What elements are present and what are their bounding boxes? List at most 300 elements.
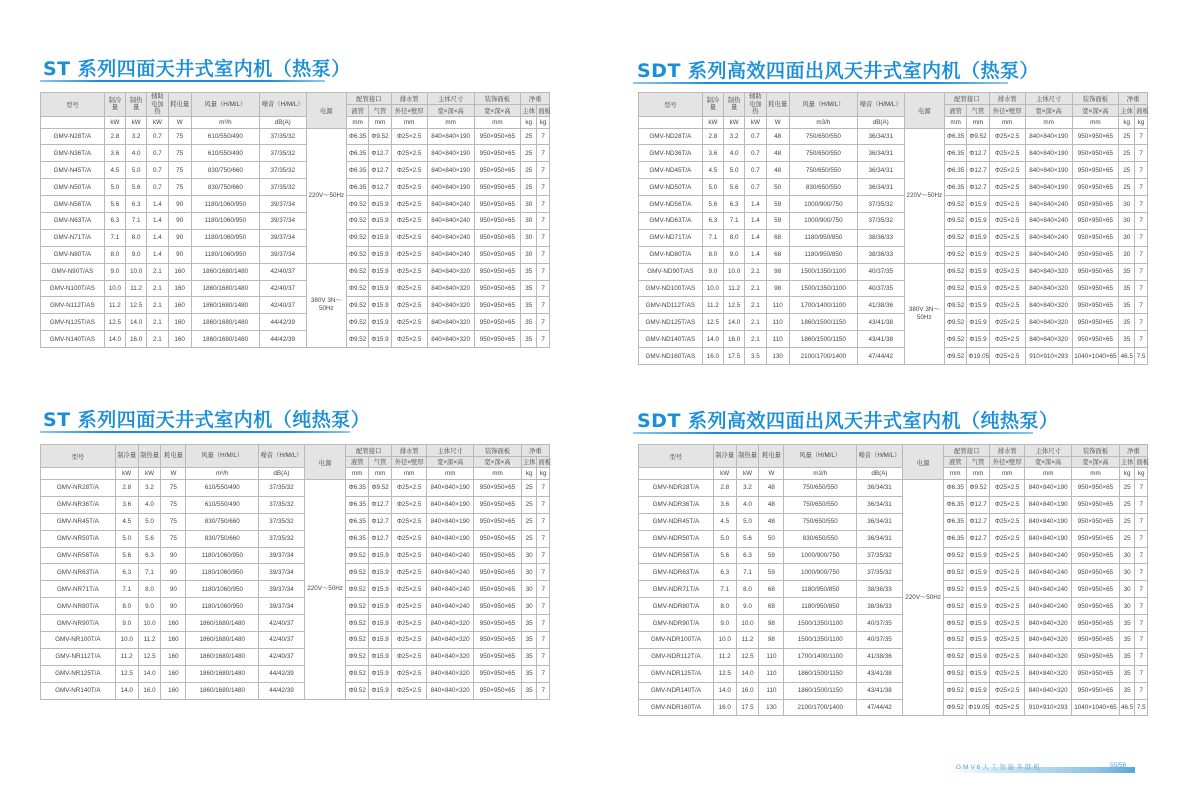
table-cell: 43/41/38: [857, 314, 904, 331]
table-cell: Φ9.52: [945, 246, 967, 263]
table-cell: 30: [521, 564, 537, 581]
unit-blank: [639, 116, 703, 128]
table-cell: 8.0: [115, 598, 138, 615]
table-cell: 750/650/550: [789, 145, 857, 162]
header-cooling: 制冷量: [713, 445, 736, 468]
table-cell: Φ9.52: [944, 632, 967, 649]
section-title-st-heatpump: ST 系列四面天井式室内机（热泵）: [43, 58, 351, 80]
table-cell: Φ25×2.5: [990, 496, 1025, 513]
unit-kw: kW: [138, 468, 161, 480]
table-cell: 610/550/490: [186, 480, 259, 497]
header-heating: 制热量: [126, 93, 147, 117]
unit-mm: mm: [347, 116, 369, 128]
table-cell: Φ15.9: [369, 598, 392, 615]
table-cell: 35: [1119, 297, 1135, 314]
table-cell: 90: [161, 598, 186, 615]
table-cell: 7.1: [104, 229, 125, 246]
table-row: [41, 665, 550, 682]
table-cell: 1500/1350/1100: [789, 263, 857, 280]
table-cell: GMV-NDR63T/A: [639, 564, 714, 581]
table-cell: 7: [537, 162, 550, 179]
table-cell: 950×950×65: [474, 530, 522, 547]
table-cell: Φ12.7: [967, 145, 989, 162]
table-cell: 840×840×240: [427, 564, 474, 581]
power-supply-cell: 380V 3N～50Hz: [904, 263, 944, 364]
table-cell: 0.7: [147, 162, 168, 179]
table-cell: Φ9.52: [944, 682, 967, 699]
table-cell: Φ25×2.5: [990, 665, 1025, 682]
table-cell: 7: [537, 632, 550, 649]
table-cell: 7: [537, 496, 550, 513]
table-cell: Φ25×2.5: [392, 598, 427, 615]
table-cell: 1860/1680/1480: [191, 331, 259, 348]
table-cell: GMV-ND160T/AS: [639, 348, 703, 365]
table-cell: 12.5: [115, 665, 138, 682]
table-cell: 840×840×240: [427, 598, 474, 615]
table-cell: 0.7: [147, 128, 168, 145]
table-cell: Φ25×2.5: [990, 598, 1025, 615]
table-cell: Φ9.52: [944, 665, 967, 682]
table-cell: 610/550/490: [186, 496, 259, 513]
table-cell: GMV-NR112T/A: [41, 648, 116, 665]
header-drain-sub: 外径×壁厚: [990, 456, 1025, 468]
table-cell: 950×950×65: [474, 581, 522, 598]
spec-table: [638, 92, 1148, 365]
table-cell: 840×840×240: [427, 196, 474, 213]
table-cell: 5.0: [702, 179, 723, 196]
table-row: [41, 581, 550, 598]
table-cell: 35: [1119, 280, 1135, 297]
table-cell: 59: [766, 196, 789, 213]
table-cell: Φ9.52: [944, 648, 967, 665]
table-cell: 14.0: [702, 331, 723, 348]
table-cell: 6.3: [138, 547, 161, 564]
table-cell: 950×950×65: [1072, 263, 1119, 280]
table-cell: 950×950×65: [1072, 665, 1120, 682]
table-cell: 830/750/660: [191, 179, 259, 196]
table-cell: Φ25×2.5: [391, 314, 427, 331]
table-cell: Φ15.9: [369, 632, 392, 649]
unit-w: W: [168, 116, 191, 128]
table-cell: 90: [168, 246, 191, 263]
table-cell: Φ9.52: [347, 297, 369, 314]
table-cell: 6.3: [115, 564, 138, 581]
table-cell: Φ25×2.5: [990, 564, 1025, 581]
table-cell: Φ6.35: [944, 530, 967, 547]
header-weight: 净重: [521, 93, 550, 105]
table-cell: Φ9.52: [944, 564, 967, 581]
unit-noise: dB(A): [259, 116, 306, 128]
table-cell: 2.8: [115, 480, 138, 497]
table-row: [41, 246, 550, 263]
table-cell: 950×950×65: [474, 615, 522, 632]
table-cell: 2.1: [147, 263, 168, 280]
table-cell: Φ9.52: [346, 581, 369, 598]
table-cell: 1700/1400/1100: [789, 297, 857, 314]
table-cell: Φ25×2.5: [990, 632, 1025, 649]
table-cell: 950×950×65: [1072, 598, 1120, 615]
header-airflow: 风量（H/M/L）: [186, 445, 259, 468]
table-cell: 68: [766, 229, 789, 246]
table-cell: 840×840×320: [427, 632, 474, 649]
table-cell: Φ9.52: [369, 480, 392, 497]
header-power-supply: 电源: [902, 445, 944, 480]
unit-mm: mm: [967, 116, 989, 128]
header-dimension-sub: 宽×深×高: [427, 456, 474, 468]
table-cell: Φ15.9: [369, 547, 392, 564]
table-cell: Φ15.9: [967, 246, 989, 263]
table-row: [639, 513, 1148, 530]
table-cell: Φ25×2.5: [392, 480, 427, 497]
table-cell: 5.0: [736, 513, 759, 530]
table-cell: Φ12.7: [967, 496, 990, 513]
table-cell: Φ9.52: [346, 615, 369, 632]
table-cell: 7.1: [138, 564, 161, 581]
table-cell: 25: [521, 530, 537, 547]
table-cell: 3.2: [736, 480, 759, 497]
table-row: [41, 162, 550, 179]
table-cell: 5.6: [724, 179, 745, 196]
table-cell: 1180/1060/950: [186, 564, 259, 581]
table-cell: Φ25×2.5: [989, 263, 1025, 280]
table-cell: 950×950×65: [1072, 229, 1119, 246]
table-cell: 840×840×320: [1025, 331, 1072, 348]
table-cell: Φ15.9: [369, 314, 391, 331]
table-cell: 7: [537, 280, 550, 297]
header-dimension-sub: 宽×深×高: [427, 104, 474, 116]
table-cell: 950×950×65: [1072, 530, 1120, 547]
table-cell: 59: [759, 547, 784, 564]
table-cell: Φ9.52: [347, 314, 369, 331]
table-cell: 160: [161, 648, 186, 665]
footer-brand-text: GMV6人工智能多联机: [956, 764, 1042, 771]
table-cell: 840×840×320: [427, 280, 474, 297]
table-cell: 10.0: [713, 632, 736, 649]
table-cell: Φ25×2.5: [989, 145, 1025, 162]
table-cell: Φ15.9: [967, 665, 990, 682]
table-cell: 950×950×65: [474, 212, 521, 229]
table-cell: 7: [1135, 513, 1148, 530]
table-cell: Φ25×2.5: [989, 348, 1025, 365]
table-cell: 9.0: [736, 598, 759, 615]
table-cell: 840×840×320: [427, 297, 474, 314]
table-cell: Φ6.35: [944, 513, 967, 530]
table-cell: 610/550/490: [191, 145, 259, 162]
table-cell: 35: [1119, 682, 1135, 699]
table-cell: 47/44/42: [857, 699, 903, 716]
table-cell: 130: [759, 699, 784, 716]
table-cell: 950×950×65: [1072, 513, 1120, 530]
header-dimension: 主体尺寸: [1025, 93, 1072, 105]
table-cell: 950×950×65: [474, 331, 521, 348]
table-cell: Φ6.35: [945, 162, 967, 179]
table-cell: 75: [168, 145, 191, 162]
table-row: [41, 229, 550, 246]
table-cell: GMV-NR125T/A: [41, 665, 116, 682]
table-cell: 42/40/37: [259, 263, 306, 280]
table-cell: GMV-N90T/AS: [41, 263, 105, 280]
unit-mm: mm: [967, 468, 990, 480]
table-cell: 840×840×190: [1025, 179, 1072, 196]
table-cell: Φ9.52: [347, 196, 369, 213]
table-cell: 48: [759, 496, 784, 513]
table-cell: 1.4: [745, 212, 766, 229]
header-airflow: 风量（H/M/L）: [191, 93, 259, 117]
table-cell: 4.0: [736, 496, 759, 513]
table-cell: GMV-NR140T/A: [41, 682, 116, 699]
table-cell: Φ15.9: [369, 682, 392, 699]
spec-table-sdt-pure-heatpump: [638, 444, 1148, 716]
table-cell: Φ25×2.5: [392, 513, 427, 530]
table-cell: 1860/1500/1150: [784, 682, 857, 699]
table-cell: 1860/1680/1480: [186, 615, 259, 632]
table-cell: 840×840×190: [427, 128, 474, 145]
table-cell: 1040×1040×65: [1072, 699, 1120, 716]
table-cell: Φ25×2.5: [989, 212, 1025, 229]
table-cell: 35: [521, 665, 537, 682]
table-cell: 1860/1680/1480: [191, 263, 259, 280]
table-cell: Φ6.35: [347, 128, 369, 145]
table-cell: 7: [1135, 480, 1148, 497]
header-body-weight: 主体: [1119, 104, 1135, 116]
table-cell: 750/650/550: [784, 480, 857, 497]
table-row: [41, 632, 550, 649]
table-cell: 12.5: [138, 648, 161, 665]
table-cell: 2.1: [745, 263, 766, 280]
table-cell: 840×840×320: [1025, 682, 1072, 699]
table-cell: 25: [1119, 513, 1135, 530]
table-cell: GMV-ND71T/A: [639, 229, 703, 246]
table-cell: 75: [161, 480, 186, 497]
table-cell: 1860/1680/1480: [191, 314, 259, 331]
table-row: [41, 547, 550, 564]
table-cell: 35: [521, 263, 537, 280]
table-cell: 11.2: [724, 280, 745, 297]
table-cell: 68: [759, 598, 784, 615]
table-cell: 3.2: [138, 480, 161, 497]
table-cell: GMV-NR71T/A: [41, 581, 116, 598]
table-cell: 840×840×190: [427, 530, 474, 547]
table-cell: 25: [521, 128, 537, 145]
table-cell: 25: [1119, 145, 1135, 162]
table-cell: 950×950×65: [474, 280, 521, 297]
table-row: [639, 128, 1148, 145]
table-cell: 25: [1119, 480, 1135, 497]
table-cell: 25: [521, 480, 537, 497]
header-cooling: 制冷量: [115, 445, 138, 468]
table-cell: 0.7: [745, 128, 766, 145]
table-cell: Φ25×2.5: [989, 179, 1025, 196]
table-cell: 30: [521, 598, 537, 615]
table-cell: 7: [537, 331, 550, 348]
unit-mm: mm: [1025, 468, 1072, 480]
table-row: [41, 145, 550, 162]
header-drain-sub: 外径×壁厚: [392, 456, 427, 468]
header-gas: 气管: [967, 456, 990, 468]
table-row: [639, 547, 1148, 564]
table-cell: Φ9.52: [945, 348, 967, 365]
power-supply-cell: 220V～50Hz: [904, 128, 944, 263]
header-power-supply: 电源: [306, 93, 346, 129]
table-cell: Φ25×2.5: [989, 331, 1025, 348]
table-cell: Φ15.9: [369, 564, 392, 581]
table-cell: 7.1: [702, 229, 723, 246]
table-cell: 1860/1680/1480: [186, 648, 259, 665]
table-cell: 14.0: [713, 682, 736, 699]
table-row: [639, 564, 1148, 581]
table-cell: 9.0: [724, 246, 745, 263]
table-cell: 1860/1500/1150: [789, 331, 857, 348]
header-body-weight: 主体: [521, 456, 537, 468]
table-cell: 1860/1680/1480: [186, 665, 259, 682]
table-cell: 160: [168, 331, 191, 348]
table-cell: 44/42/39: [259, 682, 305, 699]
table-cell: Φ25×2.5: [391, 145, 427, 162]
table-cell: 11.2: [115, 648, 138, 665]
table-cell: GMV-N100T/AS: [41, 280, 105, 297]
table-cell: 35: [521, 682, 537, 699]
table-cell: 5.0: [713, 530, 736, 547]
table-cell: 42/40/37: [259, 632, 305, 649]
table-cell: 35: [521, 632, 537, 649]
table-cell: GMV-NDR90T/A: [639, 615, 714, 632]
table-cell: 840×840×240: [1025, 196, 1072, 213]
table-cell: 2.1: [147, 331, 168, 348]
table-cell: Φ6.35: [346, 480, 369, 497]
table-cell: Φ12.7: [369, 145, 391, 162]
table-cell: 840×840×320: [427, 314, 474, 331]
table-cell: Φ25×2.5: [989, 314, 1025, 331]
table-cell: 43/41/38: [857, 665, 903, 682]
table-cell: 7: [1135, 530, 1148, 547]
table-cell: 840×840×320: [427, 331, 474, 348]
table-cell: Φ9.52: [346, 665, 369, 682]
table-cell: 950×950×65: [1072, 212, 1119, 229]
table-cell: 10.0: [138, 615, 161, 632]
table-cell: Φ25×2.5: [391, 162, 427, 179]
table-cell: 840×840×320: [1025, 280, 1072, 297]
table-cell: 840×840×240: [427, 547, 474, 564]
table-cell: Φ12.7: [967, 530, 990, 547]
unit-kg: kg: [521, 468, 537, 480]
table-cell: 75: [161, 530, 186, 547]
table-cell: 7: [1135, 263, 1148, 280]
table-cell: Φ6.35: [945, 145, 967, 162]
table-cell: Φ25×2.5: [391, 212, 427, 229]
table-cell: 7: [537, 145, 550, 162]
table-cell: Φ15.9: [369, 263, 391, 280]
table-cell: Φ25×2.5: [392, 564, 427, 581]
table-cell: 2.1: [147, 297, 168, 314]
table-cell: 7: [1135, 581, 1148, 598]
table-cell: GMV-NDR125T/A: [639, 665, 714, 682]
table-cell: 11.2: [702, 297, 723, 314]
table-cell: 950×950×65: [1072, 682, 1120, 699]
table-cell: 39/37/34: [259, 581, 305, 598]
table-cell: 4.5: [115, 513, 138, 530]
table-cell: GMV-ND100T/AS: [639, 280, 703, 297]
table-cell: 840×840×190: [427, 162, 474, 179]
table-cell: 25: [1119, 128, 1135, 145]
spec-table: [40, 92, 550, 348]
table-cell: 950×950×65: [474, 648, 522, 665]
table-cell: 30: [521, 246, 537, 263]
table-cell: 6.3: [724, 196, 745, 213]
table-cell: 610/550/490: [191, 128, 259, 145]
title-underline: [633, 432, 1033, 434]
table-cell: 40/37/35: [857, 280, 904, 297]
table-cell: 1860/1680/1480: [186, 682, 259, 699]
header-dimension: 主体尺寸: [427, 445, 474, 457]
header-liquid: 液管: [346, 456, 369, 468]
table-cell: GMV-NR90T/A: [41, 615, 116, 632]
table-cell: 3.2: [126, 128, 147, 145]
table-cell: 840×840×320: [427, 682, 474, 699]
power-supply-cell: 220V～50Hz: [304, 480, 346, 700]
table-cell: 75: [161, 513, 186, 530]
table-cell: 11.2: [713, 648, 736, 665]
table-cell: Φ6.35: [945, 179, 967, 196]
table-cell: 7: [537, 297, 550, 314]
table-cell: 25: [521, 179, 537, 196]
header-power-supply: 电源: [304, 445, 346, 480]
header-liquid: 液管: [945, 104, 967, 116]
table-cell: 9.0: [702, 263, 723, 280]
table-cell: 42/40/37: [259, 648, 305, 665]
page-number: 55/56: [1110, 762, 1127, 769]
table-cell: 2.1: [147, 314, 168, 331]
header-body-weight: 主体: [1119, 456, 1135, 468]
table-cell: 830/650/550: [784, 530, 857, 547]
table-cell: Φ15.9: [967, 297, 989, 314]
table-cell: Φ9.52: [346, 682, 369, 699]
table-cell: 7.1: [126, 212, 147, 229]
header-panel: 装饰面板: [474, 445, 522, 457]
table-cell: Φ6.35: [346, 513, 369, 530]
table-cell: 6.3: [713, 564, 736, 581]
table-cell: 840×840×240: [1025, 229, 1072, 246]
table-row: [639, 196, 1148, 213]
table-cell: 14.0: [104, 331, 125, 348]
table-cell: 950×950×65: [1072, 314, 1119, 331]
table-cell: Φ15.9: [967, 598, 990, 615]
table-cell: Φ25×2.5: [391, 229, 427, 246]
table-cell: 1860/1680/1480: [191, 297, 259, 314]
table-cell: 35: [521, 280, 537, 297]
table-cell: GMV-ND56T/A: [639, 196, 703, 213]
table-cell: GMV-ND50T/A: [639, 179, 703, 196]
table-row: [639, 530, 1148, 547]
table-cell: 110: [766, 314, 789, 331]
table-cell: 10.0: [736, 615, 759, 632]
table-cell: 75: [168, 162, 191, 179]
table-cell: GMV-N71T/A: [41, 229, 105, 246]
table-cell: 10.0: [126, 263, 147, 280]
table-cell: 5.6: [104, 196, 125, 213]
table-cell: 840×840×240: [1025, 564, 1072, 581]
table-cell: 30: [521, 547, 537, 564]
table-cell: 750/650/550: [784, 513, 857, 530]
table-cell: 8.0: [702, 246, 723, 263]
table-cell: GMV-ND63T/A: [639, 212, 703, 229]
table-cell: Φ25×2.5: [990, 615, 1025, 632]
table-cell: Φ9.52: [967, 128, 989, 145]
table-cell: 7.1: [713, 581, 736, 598]
table-cell: 0.7: [147, 179, 168, 196]
table-cell: 17.5: [724, 348, 745, 365]
unit-mm: mm: [1025, 116, 1072, 128]
table-cell: 35: [521, 648, 537, 665]
